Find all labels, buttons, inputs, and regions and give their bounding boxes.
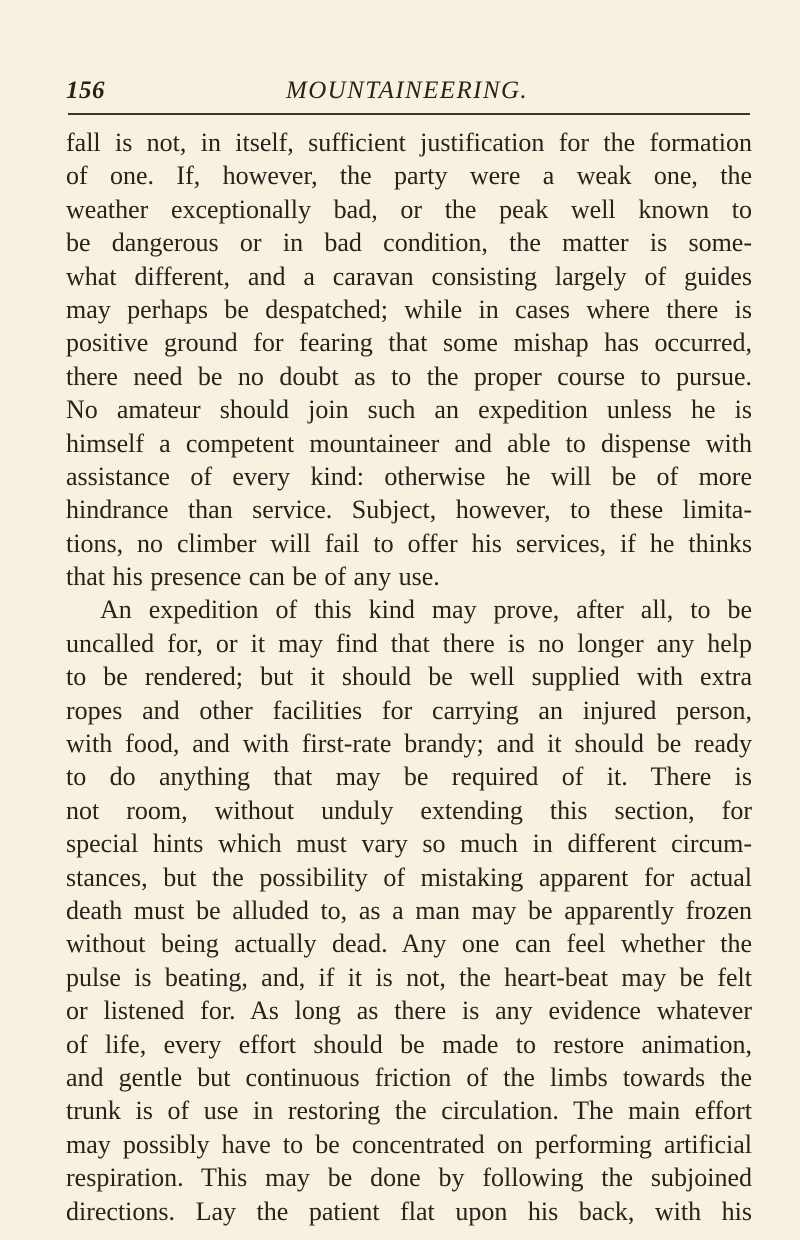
text-line: to do anything that may be required of it. There is (66, 762, 752, 792)
text-line: of one. If, however, the party were a weak one, the (66, 161, 752, 191)
text-line: respiration. This may be done by following the subjoined (66, 1163, 752, 1193)
running-title: MOUNTAINEERING. (286, 77, 529, 104)
text-line: of life, every effort should be made to restore animation, (66, 1029, 752, 1059)
text-line: tions, no climber will fail to offer his services, if he thinks (66, 528, 752, 558)
text-line: may perhaps be despatched; while in cases where there is (66, 294, 752, 324)
text-line: positive ground for fearing that some mishap has occurred, (66, 328, 752, 358)
text-line: uncalled for, or it may find that there is no longer any help (66, 628, 752, 658)
text-line: pulse is beating, and, if it is not, the heart-beat may be felt (66, 962, 752, 992)
text-line: be dangerous or in bad condition, the matter is some- (66, 228, 752, 258)
text-line: with food, and with first-rate brandy; and it should be ready (66, 729, 752, 759)
paragraph-end-line: that his presence can be of any use. (66, 562, 440, 592)
text-line: No amateur should join such an expedition unless he is (66, 395, 752, 425)
text-line: trunk is of use in restoring the circulation. The main effort (66, 1096, 752, 1126)
page-number: 156 (66, 77, 105, 104)
text-line: ropes and other facilities for carrying an injured person, (66, 695, 752, 725)
paragraph-start-line: An expedition of this kind may prove, after all, to be (100, 595, 752, 625)
text-line: hindrance than service. Subject, however, to these limita- (66, 495, 752, 525)
text-line: assistance of every kind: otherwise he will be of more (66, 461, 752, 491)
text-line: stances, but the possibility of mistaking apparent for actual (66, 862, 752, 892)
text-line: may possibly have to be concentrated on performing artificial (66, 1129, 752, 1159)
text-line: fall is not, in itself, sufficient justification for the formation (66, 128, 752, 157)
text-line: or listened for. As long as there is any evidence whatever (66, 996, 752, 1026)
text-line: without being actually dead. Any one can feel whether the (66, 929, 752, 959)
text-line: special hints which must vary so much in different circum- (66, 829, 752, 859)
text-line: weather exceptionally bad, or the peak well known to (66, 194, 752, 224)
text-line: what different, and a caravan consisting largely of guides (66, 261, 752, 291)
text-line: there need be no doubt as to the proper course to pursue. (66, 361, 752, 391)
text-line: directions. Lay the patient flat upon his back, with his (66, 1196, 752, 1226)
text-line: himself a competent mountaineer and able to dispense with (66, 428, 752, 458)
header-rule (68, 113, 750, 115)
text-line: to be rendered; but it should be well supplied with extra (66, 662, 752, 692)
text-line: and gentle but continuous friction of the limbs towards the (66, 1062, 752, 1092)
running-head (66, 74, 750, 108)
text-line: not room, without unduly extending this section, for (66, 795, 752, 825)
text-line: death must be alluded to, as a man may be apparently frozen (66, 895, 752, 925)
body-text (66, 126, 752, 1228)
